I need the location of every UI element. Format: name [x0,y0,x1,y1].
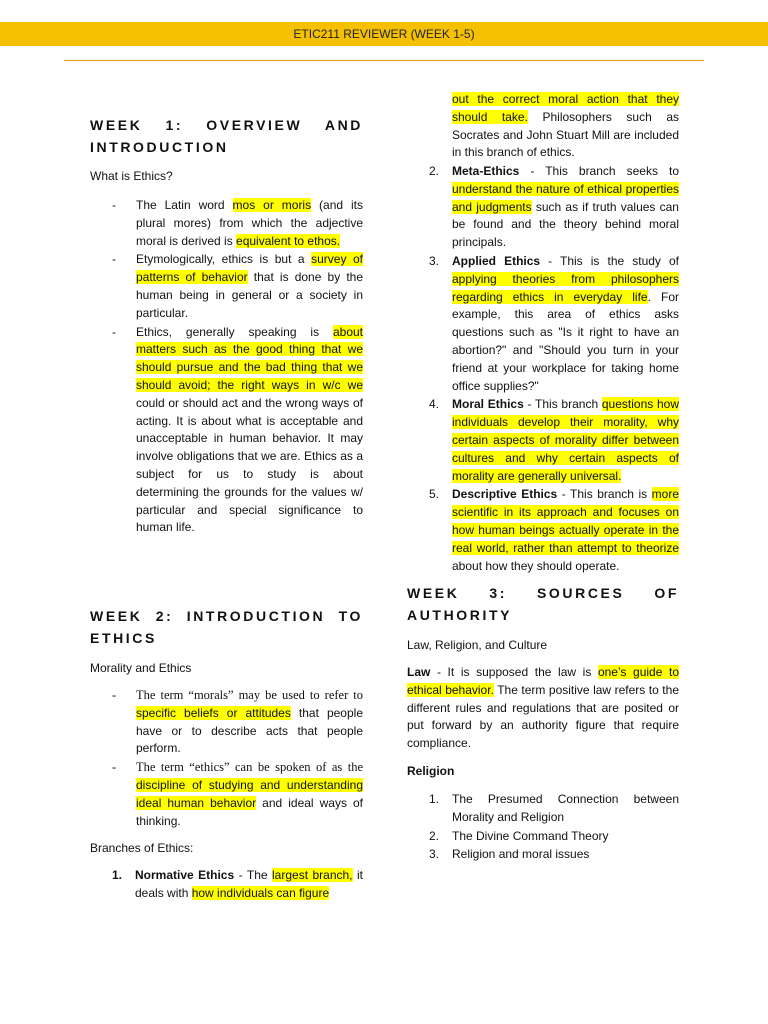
item-text: The Divine Command Theory [452,828,609,843]
branch-title: Descriptive Ethics [452,487,558,502]
number-mark: 3. [429,253,440,268]
item-text: - This branch seeks to [519,164,679,178]
number-mark: 2. [429,164,440,178]
bullet-mark: - [112,252,116,267]
religion-label: Religion [407,764,455,778]
number-mark: 1. [429,792,440,806]
item-text: Ethics, generally speaking is [136,324,333,339]
list-item [407,828,679,846]
list-item [90,759,363,830]
branch-title: Moral Ethics [452,397,524,412]
branch-title: Meta-Ethics [452,164,520,178]
list-item [407,846,679,864]
religion-list [407,791,679,865]
item-text: - This branch [523,397,602,412]
item-text: Philosophers such as Socrates and John Stuart Mill are included in this branch of ethics. [452,109,679,160]
week1-section [90,114,363,158]
list-item [407,791,679,827]
list-item [90,251,363,322]
branch1-continuation [407,91,679,162]
week1-list [90,197,363,538]
item-text: - It is supposed the law is [430,665,598,679]
item-text: could or should act and the wrong ways of acting. It is about what is acceptable and unacceptable in human behavior. It may involve obligations that we are. Ethics as a subject for us to study is about determining the grounds for the values w/ particular and special significance to human life. [136,395,363,535]
item-text: and ideal ways of thinking. [136,795,363,828]
highlight-text: one’s guide to ethical behavior. [407,665,679,697]
list-item [90,687,363,758]
list-item [407,253,679,395]
bullet-mark: - [112,688,117,702]
branches-label: Branches of Ethics: [90,841,194,855]
number-mark: 5. [429,487,440,502]
header-rule [64,60,704,61]
item-text: The Latin word [136,198,233,212]
law-paragraph [407,664,679,753]
highlight-text: largest branch, [272,868,353,882]
week1-subheading: What is Ethics? [90,169,173,183]
bullet-mark: - [112,760,117,775]
week2-list [90,687,363,831]
number-mark: 4. [429,397,440,412]
week3-section [407,582,679,626]
highlight-text: questions how individuals develop their morality, why certain aspects of morality differ between cultures and why certain aspects of morality are generally universal. [452,397,679,483]
item-text: that people have or to describe acts that people perform. [136,705,363,756]
branches-list [90,867,363,904]
item-text: The term “morals” may be used to refer to [136,688,363,702]
item-text: it deals with [135,868,363,900]
highlight-text: mos or moris [232,198,312,212]
highlight-text: specific beliefs or attitudes [136,705,291,720]
list-item [90,324,363,538]
highlight-text: discipline of studying and understanding ideal human behavior [136,777,363,810]
highlight-text: more scientific in its approach and focuses on how human beings actually operate in the real world, rather than attempt to theorize [452,487,679,555]
highlight-text: survey of patterns of behavior [136,252,363,285]
document-title: ETIC211 REVIEWER (WEEK 1-5) [293,27,475,41]
week2-heading: WEEK 2: INTRODUCTION TO ETHICS [90,608,363,646]
week3-subheading: Law, Religion, and Culture [407,638,548,652]
list-item [407,486,679,575]
branch-title: Normative Ethics [135,868,235,882]
item-text: Etymologically, ethics is but a [136,252,312,267]
highlight-text: out the correct moral action that they should take. [452,92,679,124]
week2-subheading: Morality and Ethics [90,661,192,675]
highlight-text: how individuals can figure [191,885,330,900]
bullet-mark: - [112,198,116,212]
highlight-text: equivalent to ethos. [236,233,341,248]
highlight-text: applying theories from philosophers regarding ethics in everyday life [452,271,679,304]
item-text: - The [234,868,273,882]
item-text: The term positive law refers to the different rules and regulations that are posited or put forward by an authority figure that require compliance. [407,682,679,751]
number-mark: 3. [429,847,440,862]
list-item [407,163,679,252]
number-mark: 1. [112,868,123,882]
item-text: Religion and moral issues [452,847,590,862]
item-text: such as if truth values can be found and the theory behind moral principals. [452,199,679,250]
number-mark: 2. [429,828,440,843]
item-text: (and its plural mores) from which the adjective moral is derived is [136,198,364,248]
highlight-text: about matters such as the good thing that we should pursue and the bad thing that we should avoid; the right ways in w/c we [136,324,363,392]
branch-title: Applied Ethics [452,253,541,268]
list-item [90,197,363,250]
week3-heading: WEEK 3: SOURCES OF AUTHORITY [407,585,679,623]
item-text: - This is the study of [540,253,680,268]
bullet-mark: - [112,324,116,339]
item-text: The term “ethics” can be spoken of as the [136,760,363,775]
list-item [407,396,679,485]
list-item [90,867,363,903]
item-text: about how they should operate. [452,558,620,573]
item-text: The Presumed Connection between Morality and Religion [452,792,679,824]
item-text: . For example, this area of ethics asks questions such as "Is it right to have an abortion?" and "Should you turn in your friend at your workplace for taking home office supplies?" [452,289,679,393]
branches-list-continued [407,163,679,576]
week2-section [90,605,363,649]
header-bar [0,22,768,46]
week1-heading: WEEK 1: OVERVIEW AND INTRODUCTION [90,117,363,155]
item-text: that is done by the human being in general or a society in particular. [136,270,363,320]
highlight-text: understand the nature of ethical properties and judgments [452,181,679,214]
item-text: - This branch is [557,487,652,502]
law-title: Law [407,665,431,679]
